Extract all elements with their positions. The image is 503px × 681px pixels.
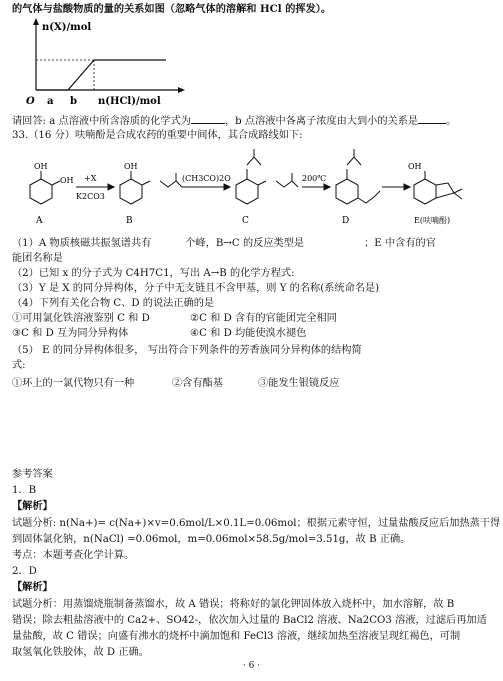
analysis-heading-2: 【解析】 (12, 581, 53, 593)
label-c: C (242, 216, 249, 226)
oh-label-a2: OH (60, 176, 74, 185)
answer-1-number: 1．B (12, 485, 37, 496)
condition-1: ①环上的一氯代物只有一种 (12, 378, 135, 389)
graph-segment-rise (68, 60, 94, 90)
option-2: ②C 和 D 含有的官能团完全相同 (190, 313, 337, 324)
label-a: A (36, 216, 43, 226)
condition-3: ③能发生银镜反应 (258, 378, 340, 389)
answer-blank-b[interactable] (418, 113, 446, 124)
blank-peaks[interactable] (151, 236, 185, 246)
condition-2: ②含有酯基 (172, 378, 223, 389)
q33-2: （2）已知 x 的分子式为 C4H7C1，写出 A→B 的化学方程式: (12, 268, 295, 279)
reagent1-bottom: K2CO3 (76, 192, 105, 201)
answer-1-line3: 考点：本题考查化学计算。 (12, 550, 135, 561)
q33-4: （4）下列有关化合物 C、D 的说法正确的是 (12, 298, 215, 309)
answer-1-line1: 试题分析: n(Na+)= c(Na+)×v=0.6mol/L×0.1L=0.06mol；根据元素守恒，过量盐酸反应后加热蒸干得 (12, 518, 501, 529)
oh-label-b: OH (124, 162, 138, 171)
answer-2-number: 2．D (12, 566, 37, 577)
label-d: D (342, 216, 350, 226)
reagent1-top: +X (84, 174, 97, 183)
ring-c (236, 179, 258, 204)
answer-2-line3: 量盐酸，故 C 错误；向盛有沸水的烧杯中滴加饱和 FeCl3 溶液，继续加热至溶液呈现红褐色，可制 (12, 631, 461, 642)
ring-d (336, 179, 358, 204)
reagent2: (CH3CO)2O (182, 174, 231, 183)
answer-blank-a[interactable] (191, 113, 225, 124)
origin-label: O (26, 96, 35, 107)
q33-1a: （1）A 物质核磁共振氢谱共有 (12, 238, 152, 249)
answer-1-line2: 到固体氯化钠，n(NaCl) =0.06mol，m=0.06mol×58.5g/mol=3.51g，故 B 正确。 (12, 534, 411, 545)
q33-1d: 能团名称是 (12, 253, 63, 264)
ring-e (414, 179, 436, 204)
synthesis-scheme (10, 143, 500, 235)
q33-1c: ；E 中含有的官 (364, 238, 436, 249)
oh-label-a1: OH (34, 162, 48, 171)
graph-question-end: 。 (446, 116, 457, 127)
gas-hcl-graph (20, 18, 190, 110)
y-axis-label: n(X)/mol (42, 22, 92, 33)
label-e: E(呋喃酚) (414, 216, 451, 225)
graph-question-part2: ，b 点溶液中各离子浓度由大到小的关系是 (224, 116, 419, 127)
x-axis-arrow (178, 87, 185, 93)
ring-b (120, 179, 142, 204)
oh-label-e: OH (408, 162, 422, 171)
option-3: ③C 和 D 互为同分异构体 (12, 328, 129, 339)
q33-title: 33.（16 分）呋喃酚是合成农药的重要中间体，其合成路线如下: (12, 130, 303, 141)
q33-1-line (12, 236, 436, 252)
intro-line: 的气体与盐酸物质的量的关系如图（忽略气体的溶解和 HCl 的挥发）。 (12, 3, 332, 15)
label-b: B (126, 216, 133, 226)
option-1: ①可用氯化铁溶液鉴别 C 和 D (12, 313, 150, 324)
point-b-label: b (70, 96, 77, 107)
q33-5: （5） E 的同分异构体很多， 写出符合下列条件的芳香族同分异构体的结构简 (12, 345, 362, 356)
graph-question-part1: 请回答: a 点溶液中所含溶质的化学式为 (12, 116, 191, 127)
blank-reaction-type[interactable] (304, 236, 364, 246)
option-4: ④C 和 D 均能使溴水褪色 (190, 328, 307, 339)
answer-2-line2: 错误；除去粗盐溶液中的 Ca2+、SO42-，依次加入过量的 BaCl2 溶液、Na2CO3 溶液，过滤后再加适 (12, 615, 487, 626)
q33-5b: 式: (12, 360, 26, 371)
analysis-heading-1: 【解析】 (12, 500, 53, 512)
q33-3: （3）Y 是 X 的同分异构体，分子中无支链且不含甲基，则 Y 的名称(系统命名是) (12, 283, 380, 294)
ring-a (30, 179, 52, 204)
answers-title: 参考答案 (12, 469, 53, 480)
page-number: · 6 · (242, 661, 261, 671)
x-axis-label: n(HCl)/mol (98, 96, 161, 107)
answer-2-line4: 取氢氧化铁胶体，故 D 正确。 (12, 647, 149, 658)
point-a-label: a (47, 96, 54, 107)
answer-2-line1: 试题分析：用蒸馏烧瓶制备蒸馏水，故 A 错误；将称好的氯化钾固体放入烧杯中，加水溶解，故 B (12, 599, 455, 610)
y-axis-arrow (33, 18, 39, 25)
q33-1b: 个峰，B→C 的反应类型是 (185, 238, 305, 249)
reagent3: 200℃ (302, 174, 327, 183)
